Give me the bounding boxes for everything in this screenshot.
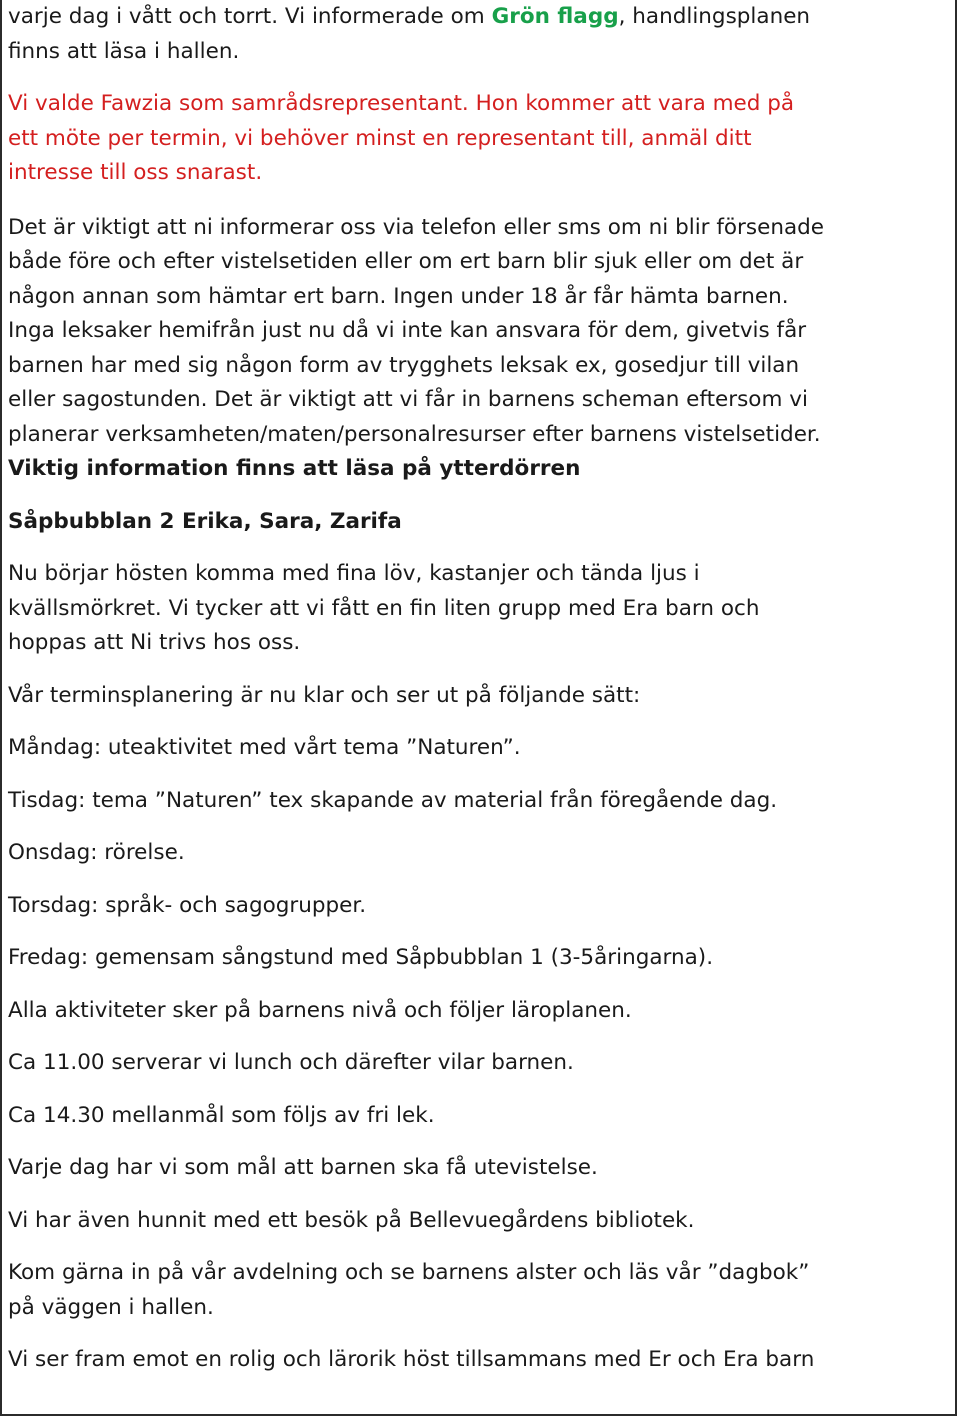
autumn-line: kvällsmörkret. Vi tycker att vi fått en fin liten grupp med Era barn och (8, 595, 760, 621)
intro-line-2: finns att läsa i hallen. (8, 38, 240, 64)
rules-line: Inga leksaker hemifrån just nu då vi inte kan ansvara för dem, givetvis får (8, 318, 807, 343)
gron-flagg-highlight: Grön flagg (491, 4, 619, 29)
rules-line: Det är viktigt att ni informerar oss via telefon eller sms om ni blir försenade (8, 214, 825, 240)
intro-paragraph (8, 0, 941, 69)
rules-line: både före och efter vistelsetiden eller om ert barn blir sjuk eller om det är (8, 249, 804, 274)
visit-paragraph (8, 1256, 941, 1325)
door-notice: Viktig information finns att läsa på ytterdörren (8, 456, 581, 481)
library-line: Vi har även hunnit med ett besök på Bellevuegårdens bibliotek. (8, 1207, 695, 1233)
autumn-line: Nu börjar hösten komma med fina löv, kastanjer och tända ljus i (8, 561, 700, 586)
schedule-friday: Fredag: gemensam sångstund med Såpbubblan 1 (3-5åringarna). (8, 945, 714, 970)
section-heading: Såpbubblan 2 Erika, Sara, Zarifa (8, 508, 402, 534)
schedule-wednesday: Onsdag: rörelse. (8, 840, 185, 865)
representative-line: ett möte per termin, vi behöver minst en representant till, anmäl ditt (8, 125, 752, 151)
visit-line-1: Kom gärna in på vår avdelning och se barnens alster och läs vår ”dagbok” (8, 1260, 810, 1285)
rules-paragraph (8, 211, 941, 487)
autumn-line: hoppas att Ni trivs hos oss. (8, 630, 301, 655)
representative-line: Vi valde Fawzia som samrådsrepresentant. Hon kommer att vara med på (8, 91, 795, 116)
schedule-tuesday: Tisdag: tema ”Naturen” tex skapande av material från föregående dag. (8, 787, 778, 813)
rules-line: barnen har med sig någon form av trygghets leksak ex, gosedjur till vilan (8, 352, 800, 378)
rules-line: planerar verksamheten/maten/personalresurser efter barnens vistelsetider. (8, 421, 821, 447)
closing-line: Vi ser fram emot en rolig och lärorik höst tillsammans med Er och Era barn (8, 1347, 815, 1372)
lunch-line: Ca 11.00 serverar vi lunch och därefter vilar barnen. (8, 1050, 574, 1075)
representative-line: intresse till oss snarast. (8, 160, 263, 185)
outdoor-line: Varje dag har vi som mål att barnen ska få utevistelse. (8, 1155, 598, 1180)
visit-line-2: på väggen i hallen. (8, 1294, 214, 1320)
intro-text-tail: , handlingsplanen (618, 4, 811, 29)
rules-line: någon annan som hämtar ert barn. Ingen under 18 år får hämta barnen. (8, 283, 789, 309)
schedule-monday: Måndag: uteaktivitet med vårt tema ”Naturen”. (8, 735, 521, 760)
intro-line-1 (8, 0, 941, 35)
autumn-paragraph (8, 557, 941, 661)
intro-text: varje dag i vått och torrt. Vi informerade om (8, 4, 492, 29)
snack-line: Ca 14.30 mellanmål som följs av fri lek. (8, 1102, 435, 1128)
schedule-thursday: Torsdag: språk- och sagogrupper. (8, 892, 367, 918)
rules-line: eller sagostunden. Det är viktigt att vi får in barnens scheman eftersom vi (8, 387, 808, 412)
curriculum-line: Alla aktiviteter sker på barnens nivå och följer läroplanen. (8, 997, 632, 1023)
schedule-intro: Vår terminsplanering är nu klar och ser ut på följande sätt: (8, 682, 641, 708)
representative-paragraph (8, 87, 941, 191)
